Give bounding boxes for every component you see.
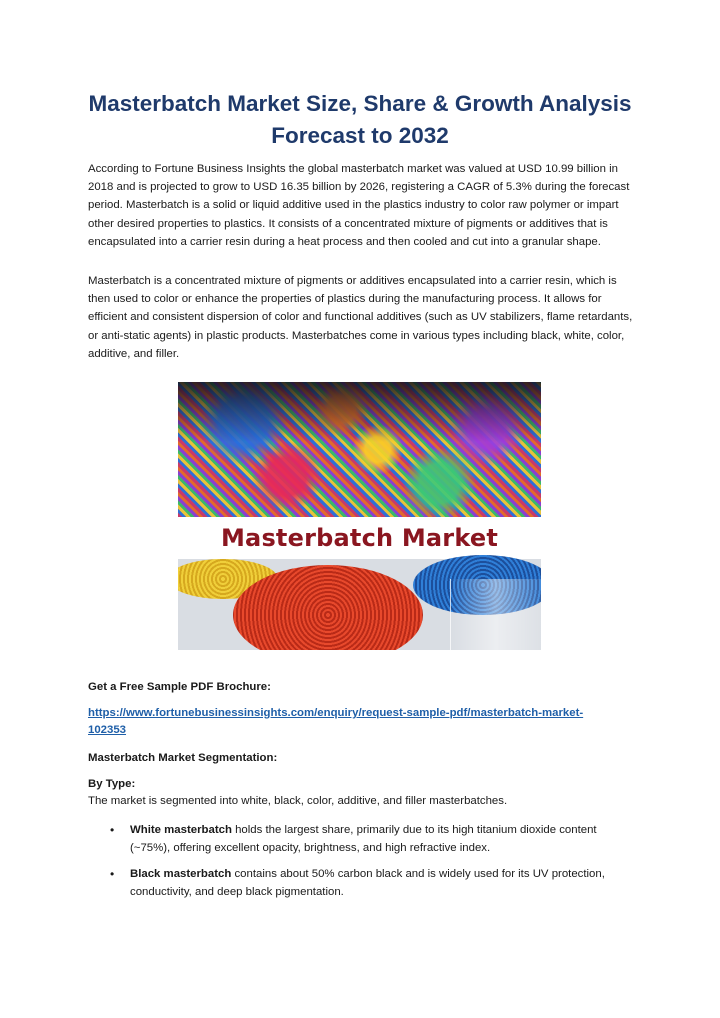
segmentation-heading: Masterbatch Market Segmentation: bbox=[88, 752, 278, 764]
page-title-line2: Forecast to 2032 bbox=[271, 123, 449, 148]
sample-pdf-link[interactable] bbox=[88, 705, 628, 739]
colored-granules-photo bbox=[178, 382, 541, 517]
by-type-description: The market is segmented into white, black, color, additive, and filler masterbatches. bbox=[88, 795, 508, 807]
masterbatch-market-image bbox=[178, 382, 541, 650]
bullet-white-masterbatch bbox=[110, 821, 638, 857]
sample-pdf-link-line1[interactable]: https://www.fortunebusinessinsights.com/enquiry/request-sample-pdf/masterbatch-market- bbox=[88, 707, 584, 719]
definition-paragraph: Masterbatch is a concentrated mixture of pigments or additives encapsulated into a carrier resin, which is then used to color or enhance the properties of plastics during the manufacturing process. It allows for efficient and consistent dispersion of color and functional additives (such as UV stabilizers, flame retardants, or anti-static agents) in plastic products. Masterbatches come in various types including black, white, color, additive, and filler. bbox=[88, 275, 633, 360]
image-banner-text: Masterbatch Market bbox=[220, 524, 499, 552]
glass-container bbox=[450, 579, 541, 650]
by-type-heading: By Type: bbox=[88, 778, 136, 790]
brochure-label: Get a Free Sample PDF Brochure: bbox=[88, 681, 271, 693]
bullet-dot-icon: • bbox=[110, 867, 115, 881]
bullet-black-masterbatch bbox=[110, 865, 638, 901]
granule-bowls-photo bbox=[178, 559, 541, 650]
bullet-dot-icon: • bbox=[110, 823, 115, 837]
bullet-text: contains about 50% carbon black and is widely used for its UV protection, conductivity, and deep black pigmentation. bbox=[130, 868, 605, 898]
image-banner bbox=[178, 517, 541, 559]
bullet-term: White masterbatch bbox=[130, 824, 232, 836]
bullet-text: holds the largest share, primarily due to its high titanium dioxide content (~75%), offering excellent opacity, brightness, and high refractive index. bbox=[130, 824, 597, 854]
page-title bbox=[60, 88, 660, 152]
intro-paragraph: According to Fortune Business Insights the global masterbatch market was valued at USD 10.99 billion in 2018 and is projected to grow to USD 16.35 billion by 2026, registering a CAGR of 5.3% during the forecast period. Masterbatch is a solid or liquid additive used in the plastics industry to color raw polymer or impart other desired properties to plastics. It consists of a concentrated mixture of pigments or additives that is encapsulated into a carrier resin during a heat process and then cooled and cut into a granular shape. bbox=[88, 163, 630, 248]
sample-pdf-link-line2[interactable]: 102353 bbox=[88, 724, 127, 736]
bullet-term: Black masterbatch bbox=[130, 868, 232, 880]
page-title-line1: Masterbatch Market Size, Share & Growth Analysis bbox=[88, 91, 632, 116]
